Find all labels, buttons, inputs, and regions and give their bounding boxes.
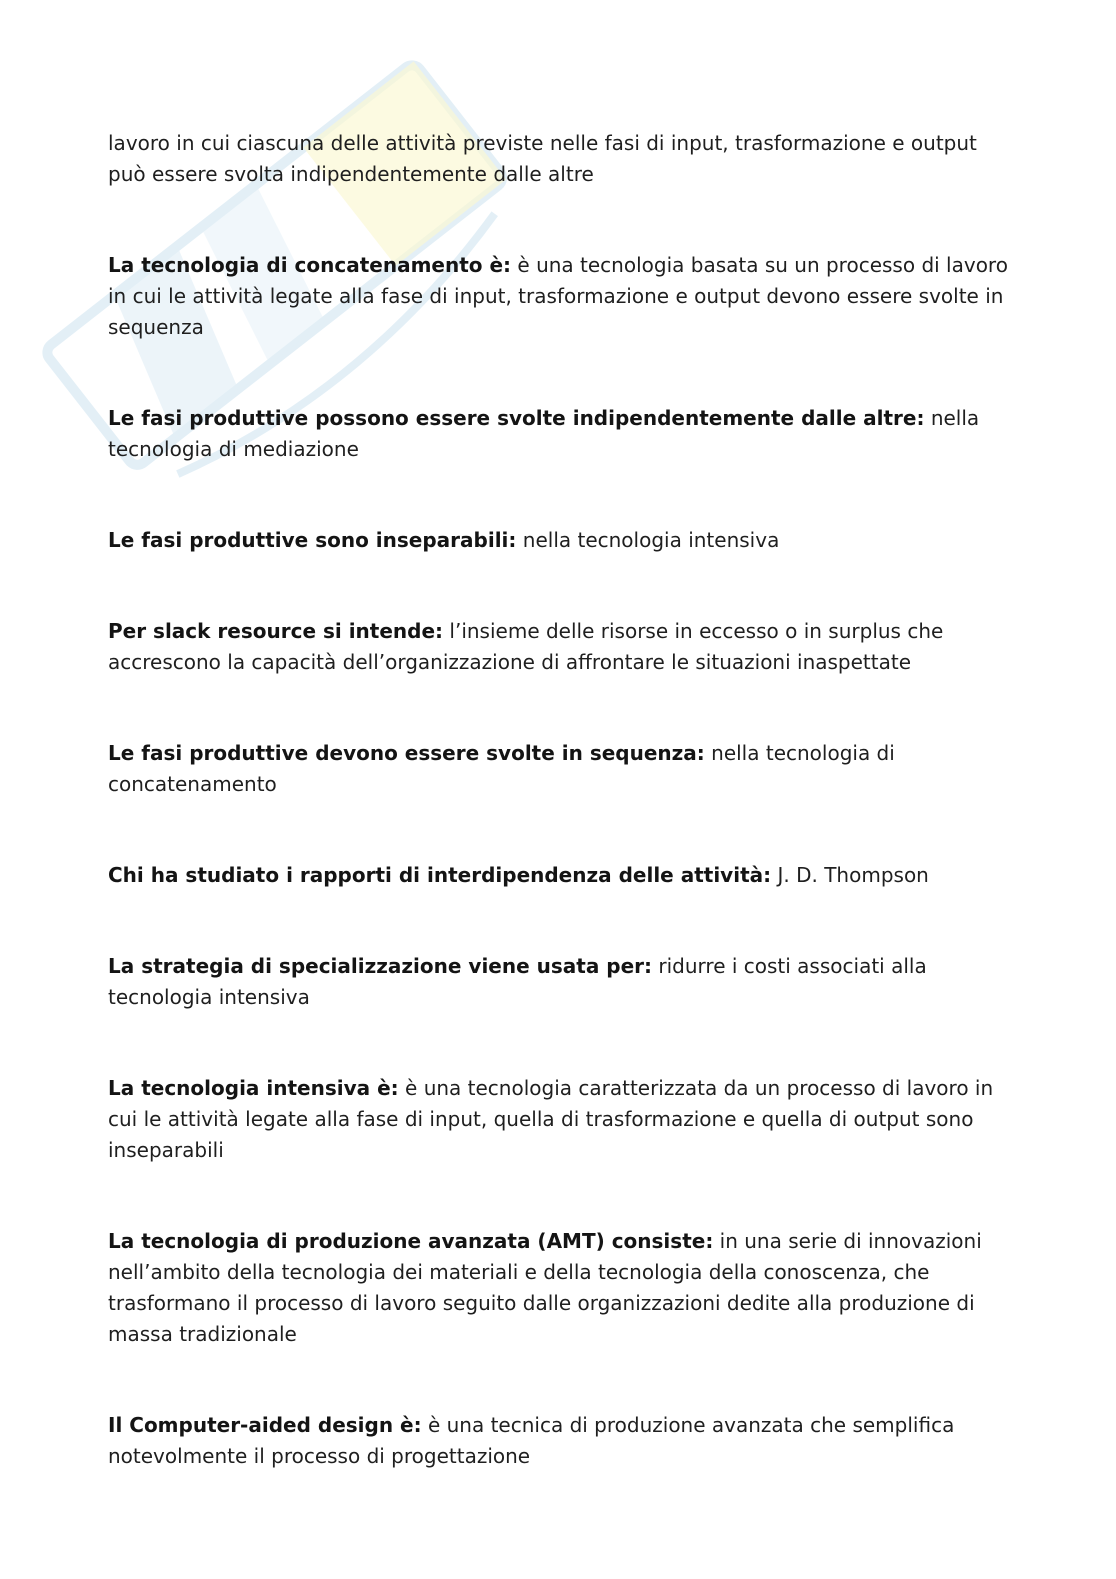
entry-text: lavoro in cui ciascuna delle attività previste nelle fasi di input, trasformazione e output può essere svolta indipendentemente dalle altre [108,131,977,186]
entry-term: La tecnologia di produzione avanzata (AMT) consiste: [108,1229,714,1253]
entry-text: nella tecnologia intensiva [516,528,780,552]
entry-fasi-sequenza [108,738,1008,800]
entry-text: nella tecnologia di mediazione [108,406,980,461]
entry-term: Le fasi produttive sono inseparabili: [108,528,517,552]
entry-text: ridurre i costi associati alla tecnologia intensiva [108,954,927,1009]
entry-text: è una tecnologia basata su un processo di lavoro in cui le attività legate alla fase di input, trasformazione e output devono essere svolte in sequenza [108,253,1008,339]
entry-text: in una serie di innovazioni nell’ambito della tecnologia dei materiali e della tecnologia della conoscenza, che trasformano il processo di lavoro seguito dalle organizzazioni dedite alla produzione di massa tradizionale [108,1229,982,1346]
entry-fasi-inseparabili [108,525,1008,556]
document-page [108,128,1008,1472]
entry-term: Chi ha studiato i rapporti di interdipendenza delle attività: [108,863,772,887]
entry-continuation [108,128,1008,190]
entry-specializzazione [108,951,1008,1013]
entry-term: La tecnologia di concatenamento è: [108,253,512,277]
entry-amt [108,1226,1008,1350]
entry-concatenamento [108,250,1008,343]
entry-fasi-indipendenti [108,403,1008,465]
entry-text: nella tecnologia di concatenamento [108,741,895,796]
entry-term: Il Computer-aided design è: [108,1413,422,1437]
entry-text: J. D. Thompson [771,863,929,887]
entry-term: Le fasi produttive devono essere svolte in sequenza: [108,741,705,765]
entry-term: La tecnologia intensiva è: [108,1076,399,1100]
entry-term: Per slack resource si intende: [108,619,444,643]
entry-slack-resource [108,616,1008,678]
entry-term: Le fasi produttive possono essere svolte indipendentemente dalle altre: [108,406,925,430]
entry-thompson [108,860,1008,891]
entry-tecnologia-intensiva [108,1073,1008,1166]
entry-term: La strategia di specializzazione viene usata per: [108,954,653,978]
entry-text: l’insieme delle risorse in eccesso o in surplus che accrescono la capacità dell’organizzazione di affrontare le situazioni inaspettate [108,619,944,674]
entry-text: è una tecnologia caratterizzata da un processo di lavoro in cui le attività legate alla fase di input, quella di trasformazione e quella di output sono inseparabili [108,1076,994,1162]
entry-cad [108,1410,1008,1472]
entry-text: è una tecnica di produzione avanzata che semplifica notevolmente il processo di progettazione [108,1413,955,1468]
